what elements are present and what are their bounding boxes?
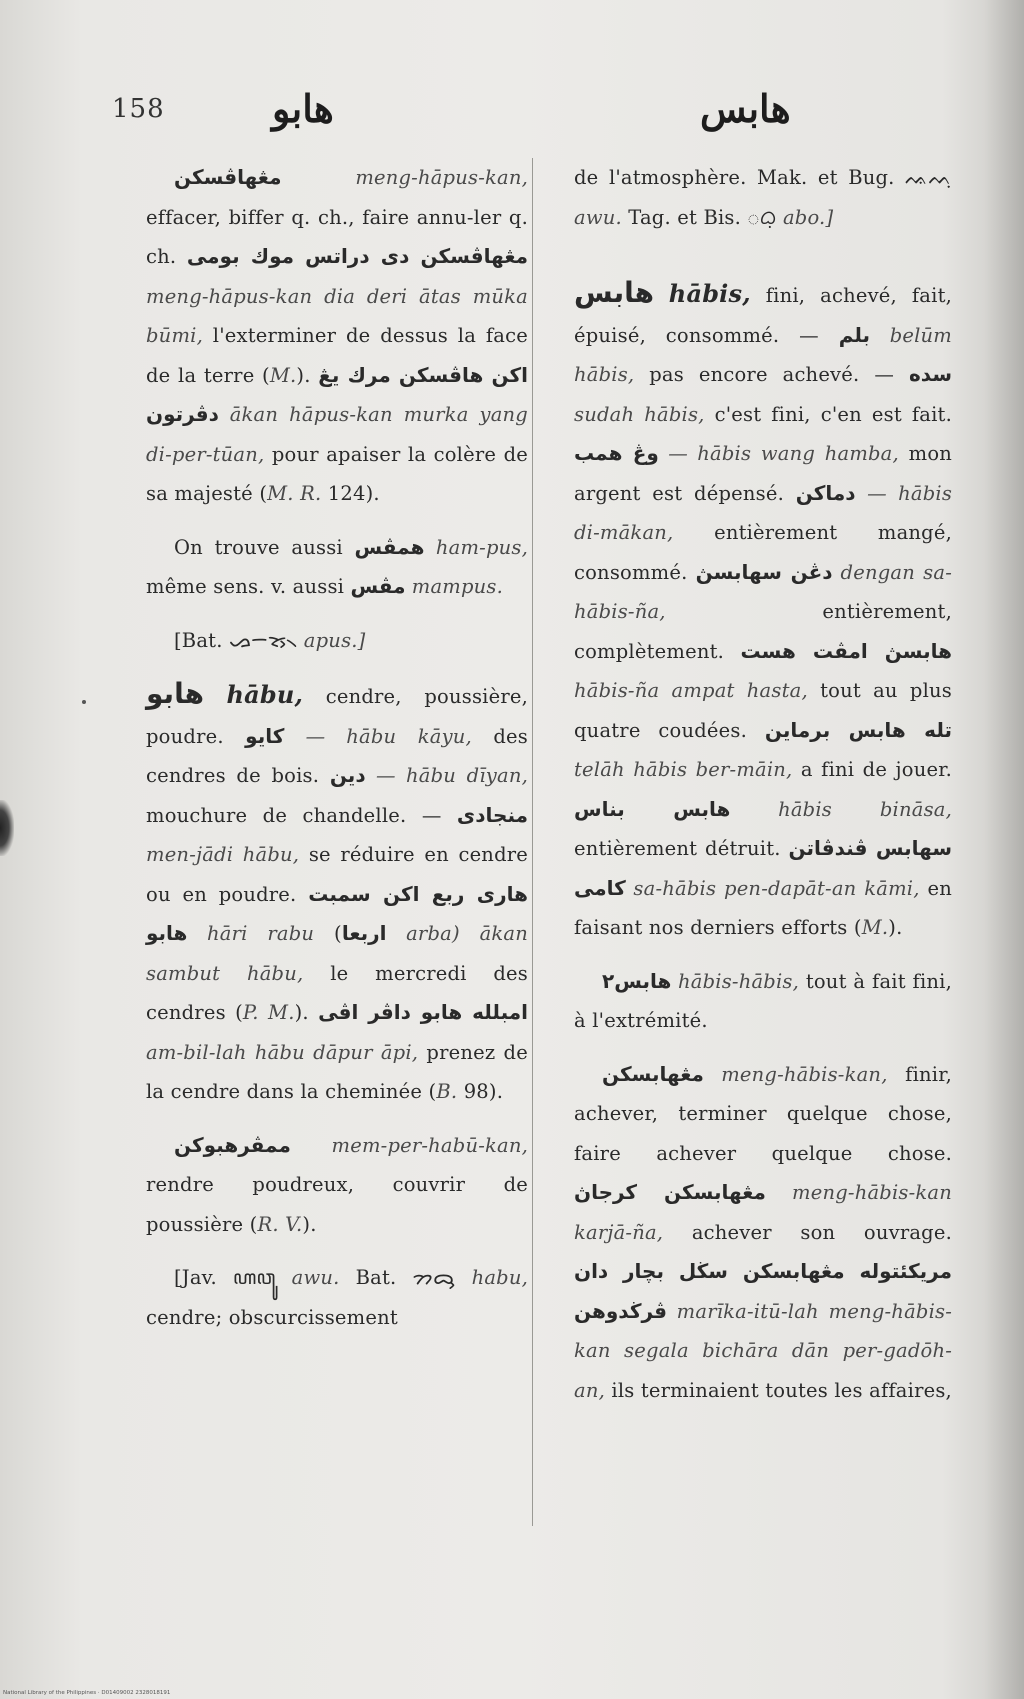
right-column	[574, 158, 952, 1410]
transliteration: meng-hābis-kan karjā-ña,	[574, 1181, 953, 1244]
definition: cendre, poussière, poudre.	[146, 685, 528, 748]
definition: l'exterminer de dessus la face de la terre (	[146, 324, 528, 387]
arabic-text: مڠهاڤسكن	[174, 165, 282, 189]
transliteration: sudah hābis,	[574, 402, 705, 426]
transliteration: mampus.	[411, 575, 504, 598]
arabic-text: تله هابس برماين	[764, 717, 952, 742]
arabic-text: مڤس	[350, 574, 406, 598]
entry-hampus	[146, 528, 528, 607]
definition: le mercredi des cendres (	[146, 961, 528, 1024]
citation: 98).	[463, 1080, 504, 1103]
transliteration: — hābu dīyan,	[376, 764, 528, 787]
definition: c'est fini, c'en est fait.	[714, 402, 952, 426]
source-abbrev: P. M.	[242, 1001, 295, 1024]
definition: des cendres de bois.	[146, 724, 529, 787]
definition: rendre poudreux, couvrir de poussière (	[146, 1173, 528, 1236]
arabic-text: دماكن	[795, 480, 856, 505]
arabic-text: امبلله هابو داڤر اڤى	[318, 1000, 528, 1024]
definition: tout à fait fini, à l'extrémité.	[574, 969, 952, 1032]
definition: effacer, biffer q. ch., faire annu-ler q. ch.	[146, 205, 528, 268]
arabic-text: مڠهابسكن كرجاڽ	[574, 1180, 766, 1204]
source-abbrev: M.	[269, 363, 297, 387]
transliteration: dengan sa-hābis-ña,	[574, 560, 952, 623]
running-head-left: هابو	[272, 86, 334, 131]
baybayin-script: ᜀᜊᜓ	[747, 205, 777, 229]
transliteration: apus.]	[303, 628, 366, 652]
arabic-text: بلم	[838, 322, 871, 347]
definition: a fini de jouer.	[800, 758, 952, 781]
arabic-text: هابس٢	[602, 968, 672, 993]
transliteration: belūm hābis,	[574, 323, 952, 386]
definition: en faisant nos derniers efforts (	[574, 876, 952, 939]
arabic-text: وڠ همب	[574, 441, 659, 465]
transliteration: arba)	[406, 922, 460, 945]
arabic-text: مڠهاڤسكن دى دراتس موك بومى	[186, 244, 528, 268]
transliteration: telāh hābis ber-māin,	[574, 758, 793, 781]
definition: prenez de la cendre dans la cheminée (	[146, 1040, 528, 1103]
source-abbrev: R. V.	[257, 1212, 303, 1236]
column-divider	[532, 158, 533, 1526]
transliteration: abo.]	[782, 205, 834, 229]
text: [Jav.	[174, 1266, 217, 1289]
transliteration: meng-hāpus-kan,	[355, 166, 528, 189]
arabic-text: اكن هاڤسكن مرك يڠ دڤرتون	[146, 362, 528, 426]
transliteration: hābis bināsa,	[778, 797, 953, 821]
bugis-script: ᨕᨓᨘ	[905, 166, 953, 189]
transliteration: hābis-hābis,	[678, 969, 800, 993]
punct: (	[334, 922, 342, 945]
transliteration: hābis-ña ampat hasta,	[574, 679, 808, 702]
punct: ).	[296, 363, 311, 387]
arabic-text: دين	[329, 763, 366, 787]
arabic-text: اربعا	[341, 921, 387, 945]
entry-continuation	[574, 158, 952, 237]
entry-javanese-awu	[146, 1258, 528, 1337]
entry-batak-apus	[146, 621, 528, 661]
definition: entièrement, complètement.	[574, 600, 952, 663]
transliteration: mem-per-habū-kan,	[331, 1133, 528, 1157]
page-number: 158	[112, 94, 165, 124]
definition: entièrement détruit.	[574, 837, 781, 860]
text: de l'atmosphère. Mak. et Bug.	[574, 166, 895, 189]
definition: se réduire en cendre ou en poudre.	[146, 843, 529, 906]
transliteration: — hābis wang hamba,	[668, 442, 899, 465]
arabic-text: مڠهابسكن	[602, 1061, 704, 1086]
definition: pour apaiser la colère de sa majesté (	[146, 442, 528, 505]
definition: fini, achevé, fait, épuisé, consommé. —	[574, 284, 953, 347]
arabic-text: ممڤرهبوكن	[174, 1132, 291, 1157]
definition: achever son ouvrage.	[691, 1220, 952, 1244]
transliteration: ākan hāpus-kan murka yang di-per-tūan,	[146, 403, 528, 466]
arabic-text: سده	[908, 362, 952, 386]
definition: tout au plus quatre coudées.	[574, 679, 952, 742]
headword: hābu,	[226, 680, 304, 709]
punct: ).	[302, 1212, 317, 1236]
entry-meng-hapus-kan	[146, 158, 528, 514]
footer-credit: National Library of the Philippines · D01409002 2328018191	[3, 1690, 171, 1696]
transliteration: sa-hābis pen-dapāt-an kāmi,	[633, 876, 920, 900]
entry-habis-habis	[574, 962, 952, 1041]
transliteration: meng-hāpus-kan dia deri ātas mūka būmi,	[146, 284, 528, 347]
dash: —	[421, 803, 442, 827]
transliteration: ham-pus,	[435, 535, 529, 559]
arabic-text: مريكئتوله مڠهابسكن سڬل بچار دان ڤرڬدوهن	[574, 1259, 952, 1323]
binding-shadow	[984, 0, 1024, 1699]
headword-arabic: هابس	[574, 276, 655, 309]
source-abbrev: M.	[861, 916, 889, 939]
entry-habis	[574, 273, 952, 948]
transliteration: men-jādi hābu,	[146, 843, 300, 866]
ink-speck	[82, 700, 86, 704]
transliteration: am-bil-lah hābu dāpur āpi,	[146, 1040, 419, 1064]
text: Bat.	[355, 1266, 397, 1289]
ink-blot	[0, 800, 14, 856]
transliteration: awu.	[574, 205, 622, 229]
batak-script: ᯀᯇᯮᯘ᯲	[229, 628, 298, 652]
arabic-text: هابسڽ امڤت هست	[740, 638, 953, 663]
transliteration: meng-hābis-kan,	[721, 1062, 888, 1086]
definition: ils terminaient toutes les affaires,	[611, 1378, 952, 1402]
source-abbrev: B.	[436, 1080, 458, 1103]
entry-habu	[146, 674, 528, 1112]
source-abbrev: M. R.	[267, 482, 322, 505]
javanese-script: ꦲꦮꦸ	[233, 1266, 276, 1289]
arabic-text: دڠن سهابسڽ	[695, 559, 833, 584]
entry-mem-per-habu-kan	[146, 1126, 528, 1245]
arabic-text: كايو	[245, 723, 285, 748]
transliteration: — hābu kāyu,	[305, 724, 472, 748]
citation: 124).	[327, 482, 380, 505]
transliteration: — hābis di-mākan,	[574, 481, 953, 544]
punct: ).	[888, 916, 903, 939]
arabic-text: هابس بناس	[574, 796, 731, 821]
arabic-text: هارى ربع اكن سمبت هابو	[146, 881, 528, 945]
left-column	[146, 158, 528, 1337]
definition: mouchure de chandelle.	[146, 803, 407, 827]
transliteration: awu.	[291, 1266, 340, 1289]
definition: finir, achever, terminer quelque chose, faire achever quelque chose.	[574, 1062, 952, 1165]
headword: hābis,	[668, 279, 751, 308]
definition: entièrement mangé, consommé.	[574, 521, 952, 584]
text: Tag. et Bis.	[628, 205, 742, 229]
transliteration: hāri rabu	[207, 922, 315, 945]
arabic-text: همڤس	[354, 534, 425, 559]
punct: ).	[294, 1001, 309, 1024]
headword-arabic: هابو	[146, 677, 204, 710]
arabic-text: سهابس ڤندڤاتن كامى	[574, 836, 952, 900]
running-head-right: هابس	[700, 86, 791, 131]
batak-script: ᯂᯅᯮ	[412, 1266, 456, 1289]
transliteration: habu,	[471, 1266, 529, 1289]
transliteration: marīka-itū-lah meng-hābis-kan segala bichāra dān per-gadōh-an,	[574, 1299, 953, 1402]
entry-meng-habis-kan	[574, 1055, 952, 1411]
text: même sens. v. aussi	[146, 575, 345, 598]
definition: pas encore achevé. —	[649, 363, 895, 386]
definition: mon argent est dépensé.	[574, 442, 953, 505]
definition: cendre; obscurcissement	[146, 1305, 398, 1329]
text: [Bat.	[174, 628, 223, 652]
transliteration: ākan sambut hābu,	[146, 922, 529, 985]
text: On trouve aussi	[174, 535, 343, 559]
arabic-text: منجادى	[456, 802, 528, 827]
